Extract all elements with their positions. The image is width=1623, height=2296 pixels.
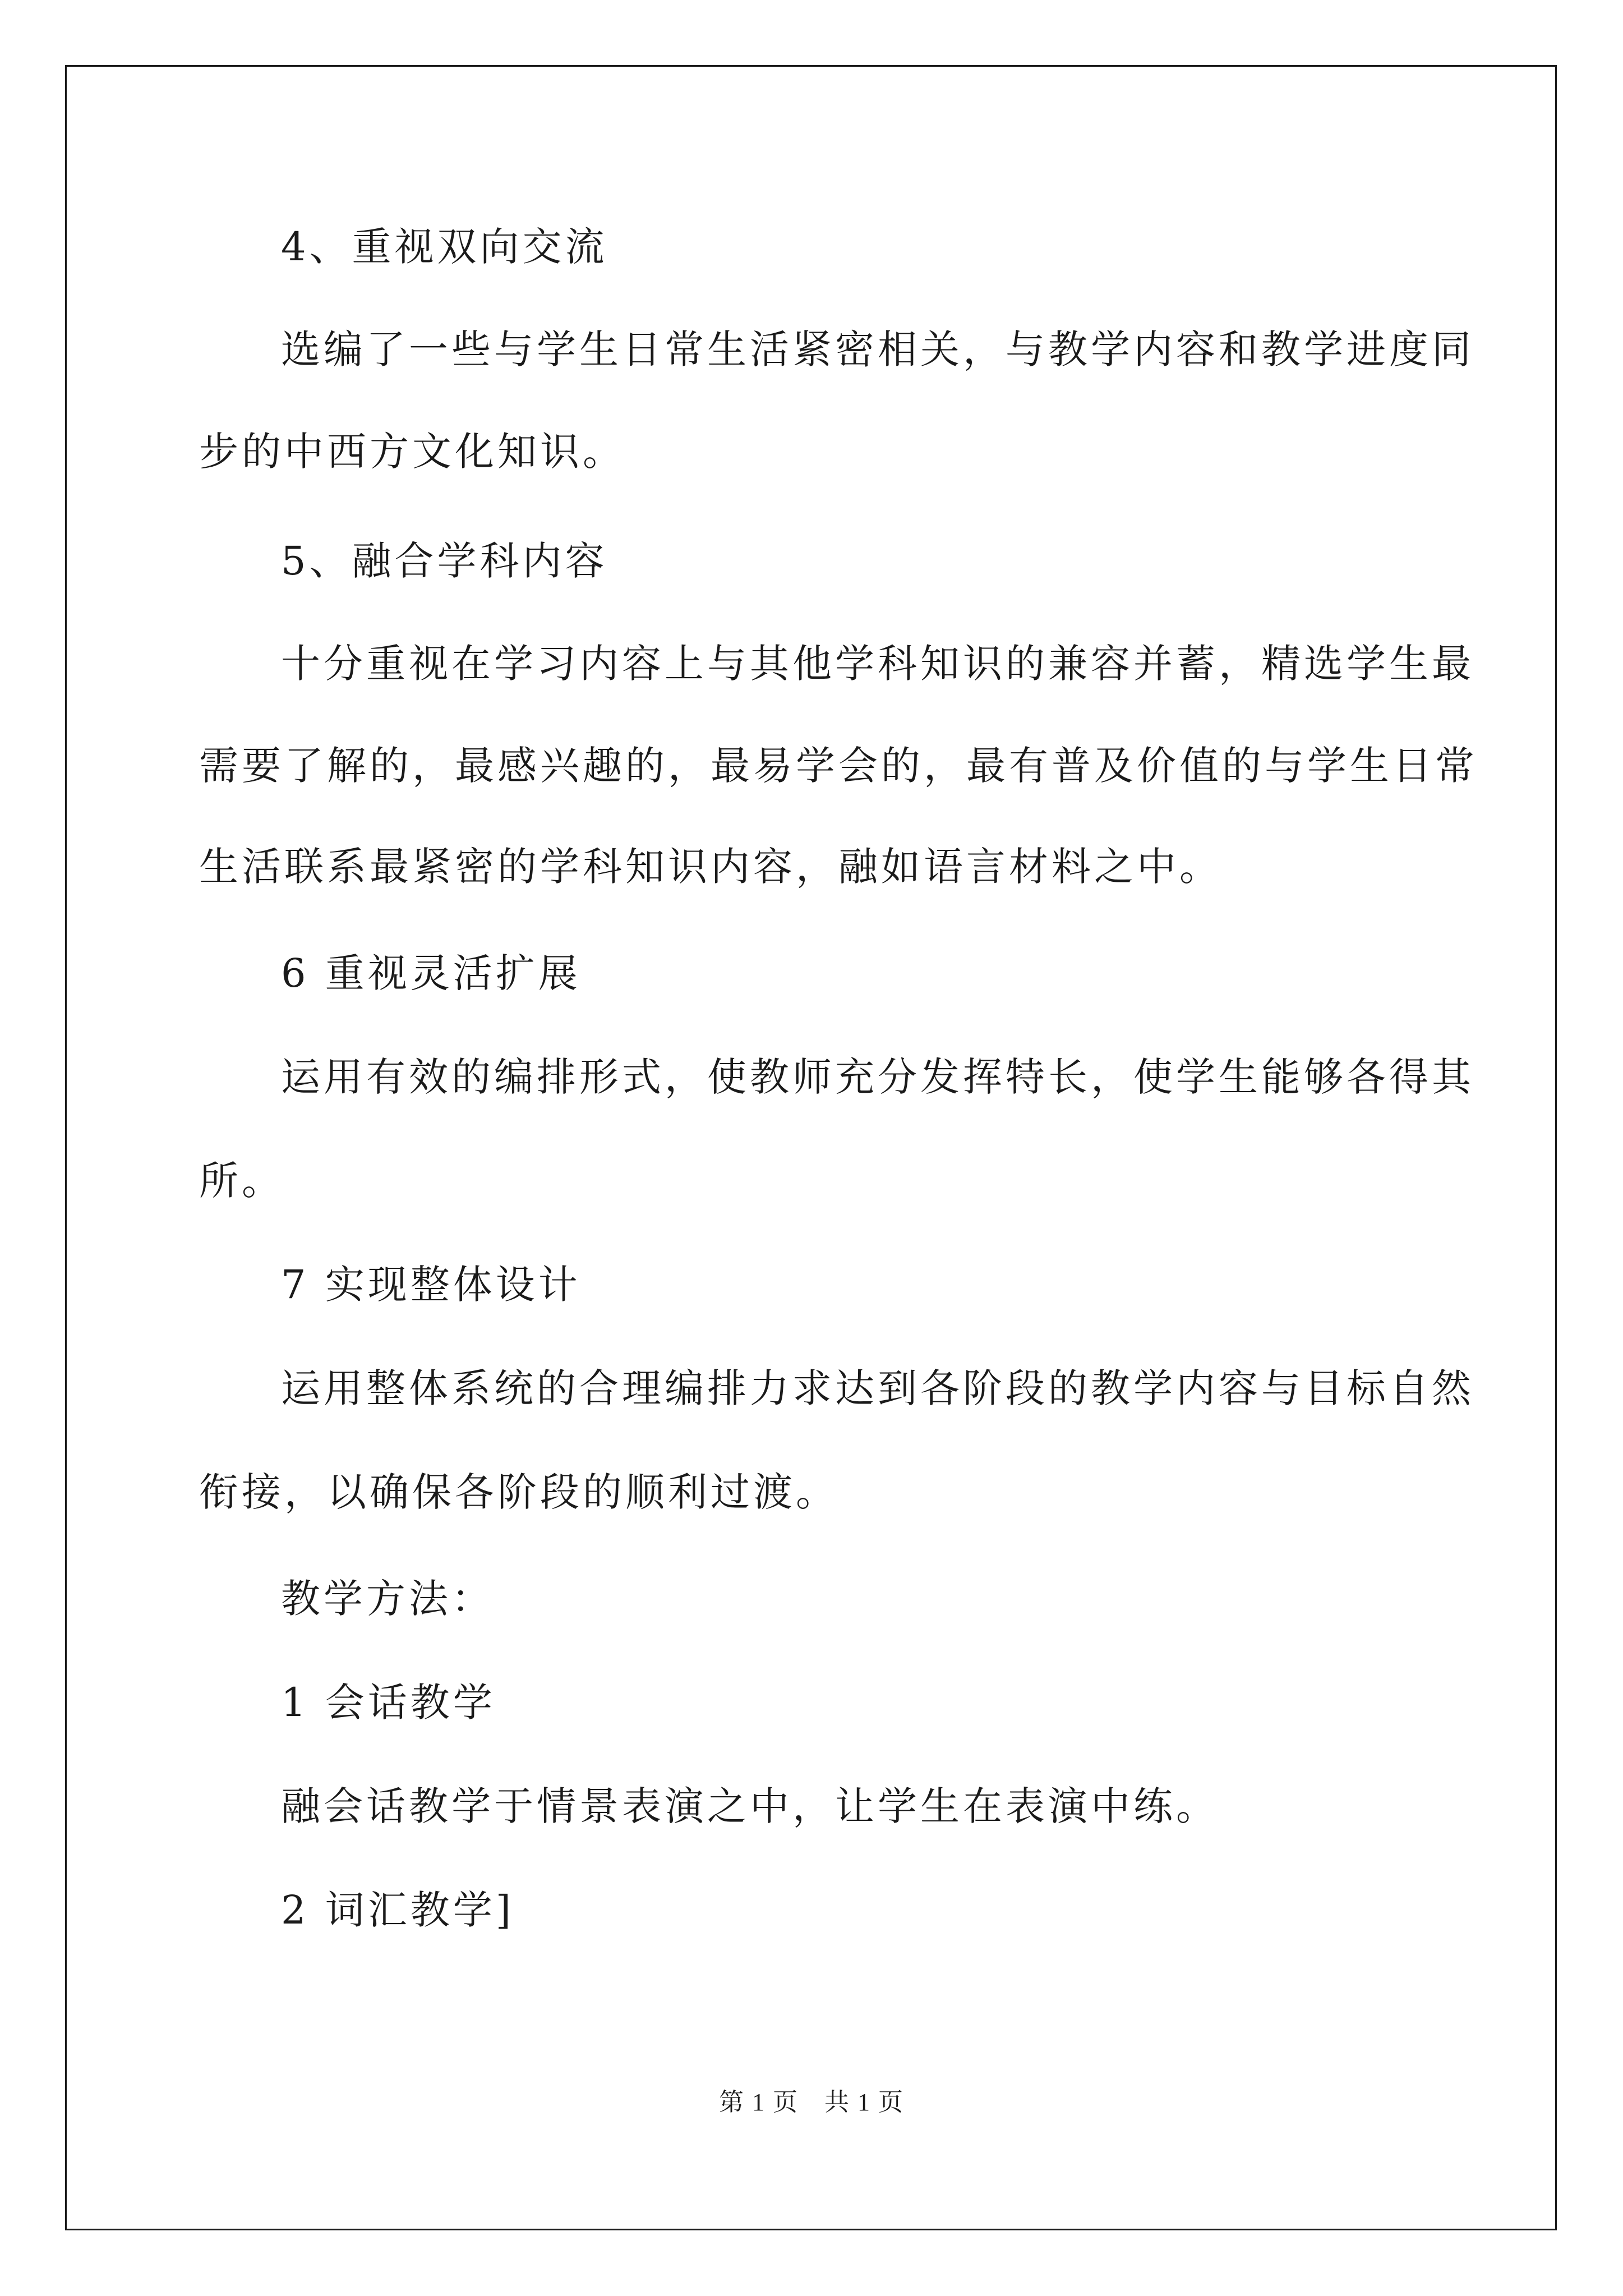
page-footer: 第 1 页 共 1 页: [719, 2088, 904, 2116]
subheading-1: 1 会话教学: [281, 1680, 496, 1726]
paragraph-line: 需要了解的，最感兴趣的，最易学会的，最有普及价值的与学生日常: [199, 743, 1478, 789]
subheading-2: 2 词汇教学]: [281, 1887, 515, 1933]
paragraph-line: 步的中西方文化知识。: [199, 429, 625, 475]
paragraph-line: 生活联系最紧密的学科知识内容，融如语言材料之中。: [199, 844, 1222, 890]
heading-7: 7 实现整体设计: [281, 1262, 581, 1308]
paragraph-line: 选编了一些与学生日常生活紧密相关，与教学内容和教学进度同: [281, 326, 1474, 372]
paragraph-line: 运用有效的编排形式，使教师充分发挥特长，使学生能够各得其: [281, 1054, 1474, 1100]
section-heading: 教学方法：: [281, 1576, 494, 1622]
paragraph-line: 衔接，以确保各阶段的顺利过渡。: [199, 1469, 838, 1515]
paragraph-line: 运用整体系统的合理编排力求达到各阶段的教学内容与目标自然: [281, 1365, 1474, 1411]
paragraph-line: 所。: [199, 1158, 284, 1204]
heading-6: 6 重视灵活扩展: [281, 950, 581, 996]
paragraph-line: 融会话教学于情景表演之中，让学生在表演中练。: [281, 1783, 1219, 1829]
paragraph-line: 十分重视在学习内容上与其他学科知识的兼容并蓄，精选学生最: [281, 641, 1474, 687]
heading-4: 4、重视双向交流: [281, 224, 608, 270]
heading-5: 5、融合学科内容: [281, 538, 608, 584]
